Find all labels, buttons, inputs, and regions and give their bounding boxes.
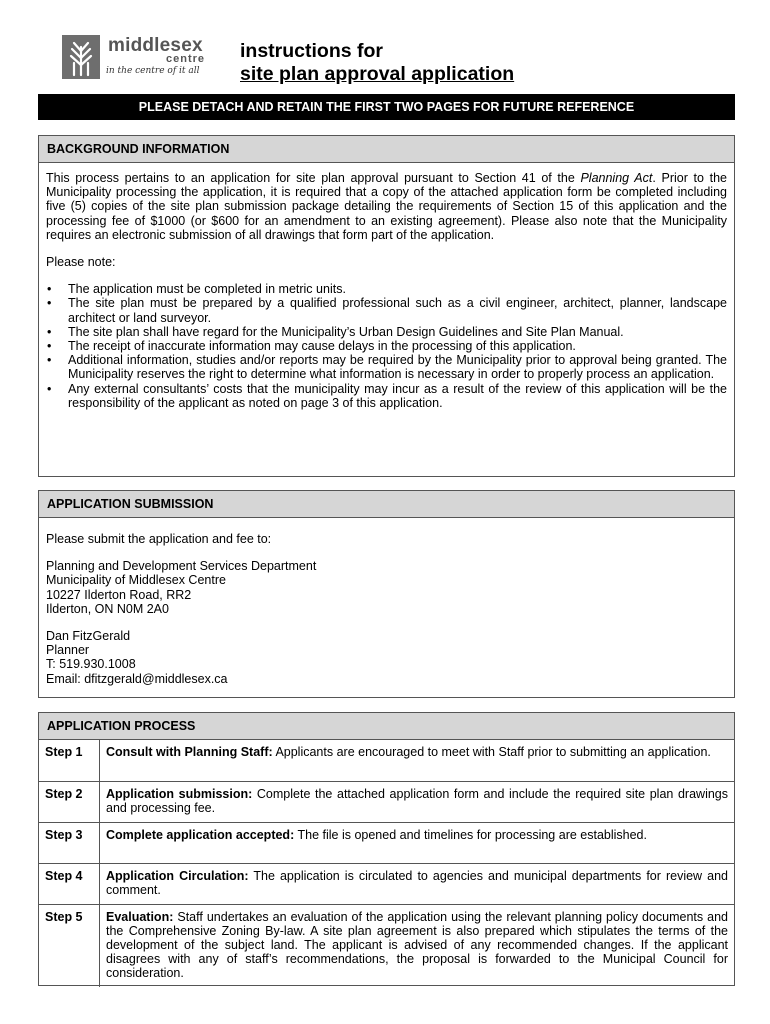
table-row xyxy=(39,781,734,822)
notes-list xyxy=(46,282,727,410)
table-row xyxy=(39,863,734,904)
logo-tagline: in the centre of it all xyxy=(106,66,200,76)
step-description: Consult with Planning Staff: Applicants are encouraged to meet with Staff prior to submitting an application. xyxy=(106,745,711,759)
middlesex-centre-logo xyxy=(62,35,222,81)
logo-wordmark: middlesex xyxy=(108,35,203,56)
process-heading: APPLICATION PROCESS xyxy=(39,713,734,740)
please-note-label: Please note: xyxy=(46,255,116,270)
step-label: Step 3 xyxy=(39,822,100,863)
background-intro: This process pertains to an application for site plan approval pursuant to Section 41 of the Planning Act. Prior to the Municipality processing the application, it is required that a copy of the attached application form be completed including five (5) copies of the site plan submission package detailing the requirements of Section 15 of this application and the processing fee of $1000 (or $600 for an amendment to an existing agreement). Please also note that the Municipality requires an electronic submission of all drawings that form part of the application. xyxy=(46,171,727,242)
list-item: • Additional information, studies and/or reports may be required by the Municipality prior to approval being granted. The Municipality reserves the right to determine what information is necessary in order to properly process an application. xyxy=(46,353,727,381)
list-item: • The application must be completed in metric units. xyxy=(46,282,727,296)
process-steps-table xyxy=(39,740,734,987)
submission-address: Planning and Development Services Department Municipality of Middlesex Centre 10227 Ilderton Road, RR2 Ilderton, ON N0M 2A0 xyxy=(46,559,317,616)
list-item: • The site plan shall have regard for the Municipality’s Urban Design Guidelines and Site Plan Manual. xyxy=(46,325,727,339)
contact-email: Email: dfitzgerald@middlesex.ca xyxy=(46,671,228,686)
submission-contact: Dan FitzGerald Planner T: 519.930.1008 Email: dfitzgerald@middlesex.ca xyxy=(46,629,228,686)
list-item: • The receipt of inaccurate information may cause delays in the processing of this application. xyxy=(46,339,727,353)
step-label: Step 2 xyxy=(39,781,100,822)
table-row xyxy=(39,904,734,987)
logo-wordmark-suffix: centre xyxy=(166,53,206,65)
page-title-line1: instructions for xyxy=(240,40,384,62)
submission-section xyxy=(38,490,735,698)
step-description: Application submission: Complete the attached application form and include the required site plan drawings and processing fee. xyxy=(100,781,735,822)
step-label: Step 5 xyxy=(39,904,100,987)
process-section xyxy=(38,712,735,986)
list-item: • Any external consultants’ costs that the municipality may incur as a result of the review of this application will be the responsibility of the applicant as noted on page 3 of this application. xyxy=(46,382,727,410)
list-item: • The site plan must be prepared by a qualified professional such as a civil engineer, architect, planner, landscape architect or land surveyor. xyxy=(46,296,727,324)
detach-banner: PLEASE DETACH AND RETAIN THE FIRST TWO PAGES FOR FUTURE REFERENCE xyxy=(38,94,735,120)
table-row xyxy=(39,822,734,863)
table-row xyxy=(39,740,734,781)
page-title-line2: site plan approval application xyxy=(240,63,515,85)
submission-intro: Please submit the application and fee to: xyxy=(46,532,272,546)
wheat-logo-icon xyxy=(62,35,102,79)
submission-heading: APPLICATION SUBMISSION xyxy=(39,491,734,518)
background-section xyxy=(38,135,735,477)
step-description: Complete application accepted: The file is opened and timelines for processing are established. xyxy=(100,822,735,863)
step-label: Step 1 xyxy=(39,740,100,781)
step-description: Application Circulation: The application is circulated to agencies and municipal departments for review and comment. xyxy=(100,863,735,904)
step-label: Step 4 xyxy=(39,863,100,904)
step-description: Evaluation: Staff undertakes an evaluation of the application using the relevant planning policy documents and the Comprehensive Zoning By-law. A site plan agreement is also prepared which stipulates the terms of the development of the subject land. The applicant is advised of any recommended changes. If the applicant disagrees with any of staff’s recommendations, the proposal is forwarded to the Municipal Council for consideration. xyxy=(100,904,735,987)
background-heading: BACKGROUND INFORMATION xyxy=(39,136,734,163)
